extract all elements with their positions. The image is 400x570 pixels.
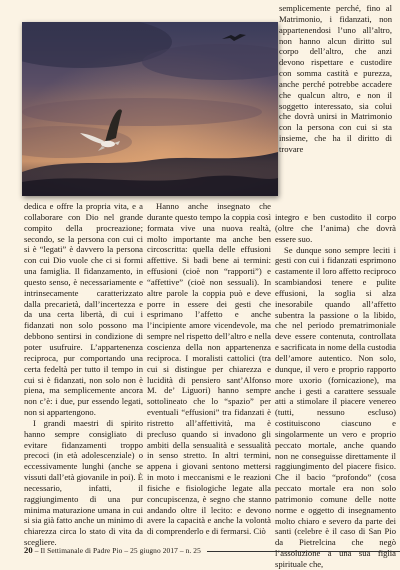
col1-paragraph-1: dedica e offre la propria vita, e a collaborare con Dio nel grande compito della procreazione; secondo, se la persona con cui ci si è “legati” è davvero la persona con cui Dio vuole che ci si formi una famiglia. Il fidanzamento, in questo senso, è necessariamente e intrinsecamente caratterizzato dalla precarietà, dall’incertezza e da una certa libertà, di cui i fidanzati non solo possono ma debbono sentirsi in condizione di poter usufruire. L’appartenenza reciproca, pur comportando una certa fedeltà per tutto il tempo in cui si è fidanzati, non solo non è piena, ma semplicemente ancora non c’è: i due, pur essendo legati, non si appartengono. — [24, 201, 143, 418]
footer-rule — [207, 551, 400, 552]
page-footer — [24, 545, 400, 555]
footer-publication: – Il Settimanale di Padre Pio – 25 giugno 2017 – n. 25 — [32, 546, 201, 555]
col1-paragraph-2: I grandi maestri di spirito hanno sempre consigliato di evitare fidanzamenti troppo precoci (in età adolescenziale) o eccessivamente lunghi (anche se vissuti dall’età giovanile in poi). È necessario, infatti, il raggiungimento di una pur minima maturazione umana in cui si sia già fatto anche un minimo di chiarezza circa lo stato di vita da scegliere. — [24, 417, 143, 548]
col3-paragraph-2: Se dunque sono sempre leciti i gesti con cui i fidanzati esprimono castamente il loro affetto reciproco scambiandosi tenere e pulite effusioni, la soglia si alza inesorabile quando all’affetto subentra la passione o la libido, che nel periodo prematrimoniale deve essere contenuta, controllata e sacrificata in nome della custodia dell’amore autentico. Non solo, dunque, il vero e proprio rapporto more uxorio (fornicazione), ma anche i gesti a carattere sessuale atti a stimolare il piacere venereo (tutti, nessuno escluso) costituiscono ciascuno e singolarmente un vero e proprio peccato mortale, anche quando non ne conseguisse direttamente il raggiungimento del piacere fisico. Che il bacio “profondo” (cosa peccato mortale era non solo patrimonio comune delle notte norme e oggetto di insegnamento molto chiaro e severo da parte dei santi (celebre è il caso di San Pio da Pietrelcina che negò l’assoluzione a una sua figlia spirituale che, — [275, 244, 396, 569]
col3-paragraph-top: semplicemente perché, fino al Matrimonio, i fidanzati, non appartenendosi l’uno all’altro, non hanno alcun diritto sul corpo dell’altro, che anzi devono rispettare e custodire con somma castità e purezza, anche perché potrebbe accadere che qualcun altro, e non il soggetto interessato, sia colui che dovrà unirsi in Matrimonio con la persona con cui si sta insieme, che ha il diritto di trovare — [279, 3, 392, 154]
column-left — [24, 201, 143, 548]
page-number: 20 — [24, 545, 33, 555]
seagulls-sky-image — [22, 22, 278, 196]
col3-paragraph-bottom: integro e ben custodito il corpo (oltre che l’anima) che dovrà essere suo. — [275, 212, 396, 244]
column-middle — [147, 201, 271, 537]
seagulls-photo — [22, 22, 278, 196]
col3-continuation — [275, 212, 396, 570]
col2-paragraph: Hanno anche insegnato che durante questo tempo la coppia così formata vive una nuova realtà, molto importante ma anche ben circoscritta: quella delle effusioni affettive. Si badi bene ai termini: effusioni (cioè non “rapporti”) e “affettive” (cioè non sessuali). In altre parole la coppia può e deve porre in essere dei gesti che esprimano l’affetto e anche l’incipiente amore vicendevole, ma sempre nel rispetto dell’altro e nella coscienza della non appartenenza reciproca. I moralisti cattolici (tra cui si distingue per chiarezza e lucidità di pensiero sant’Alfonso M. de’ Liguori) hanno sempre sottolineato che lo “spazio” per eventuali “effusioni” tra fidanzati è ristretto all’affettività, ma è precluso quando si invadono gli ambiti della sensualità e sessualità in senso stretto. In altri termini, appena i giovani sentono mettersi in moto i meccanismi e le reazioni fisiche e fisiologiche legate alla concupiscenza, è segno che stanno andando oltre il lecito: e devono avere la capacità e anche la volontà di comprenderlo e di fermarsi. Ciò — [147, 201, 271, 537]
column-right — [275, 3, 396, 569]
